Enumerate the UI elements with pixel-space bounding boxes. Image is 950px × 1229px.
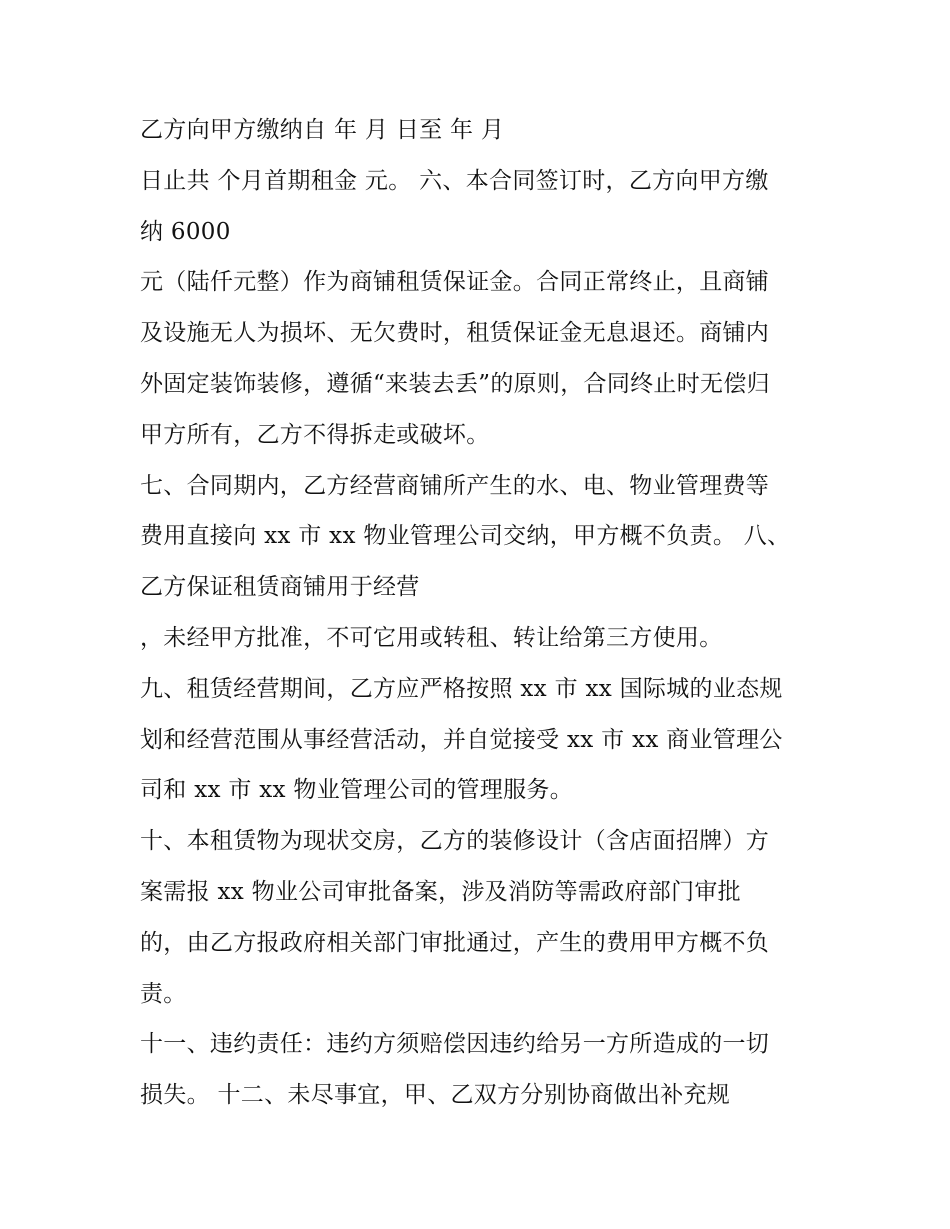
text-line: 责。 [140, 980, 187, 1007]
text-line: ，未经甲方批准，不可它用或转租、转让给第三方使用。 [140, 624, 723, 651]
text-line: 九、租赁经营期间，乙方应严格按照 xx 市 xx 国际城的业态规 [140, 675, 783, 702]
text-line: 十一、违约责任：违约方须赔偿因违约给另一方所造成的一切 [140, 1031, 770, 1058]
text-line: 的，由乙方报政府相关部门审批通过，产生的费用甲方概不负 [140, 929, 770, 956]
text-line: 乙方保证租赁商铺用于经营 [140, 574, 420, 601]
text-line: 案需报 xx 物业公司审批备案，涉及消防等需政府部门审批 [140, 878, 741, 905]
text-line: 七、合同期内，乙方经营商铺所产生的水、电、物业管理费等 [140, 472, 770, 499]
contract-text-body [140, 110, 820, 1126]
text-line: 乙方向甲方缴纳自 年 月 日至 年 月 [140, 117, 505, 143]
text-line: 费用直接向 xx 市 xx 物业管理公司交纳，甲方概不负责。 八、 [140, 523, 791, 550]
text-line: 甲方所有，乙方不得拆走或破坏。 [140, 421, 490, 448]
text-line: 划和经营范围从事经营活动，并自觉接受 xx 市 xx 商业管理公 [140, 726, 783, 753]
text-line: 司和 xx 市 xx 物业管理公司的管理服务。 [140, 777, 574, 804]
text-line: 日止共 个月首期租金 元。 六、本合同签订时，乙方向甲方缴 [140, 167, 769, 194]
text-line: 十、本租赁物为现状交房，乙方的装修设计（含店面招牌）方 [140, 828, 770, 855]
text-line: 纳 6000 [140, 218, 231, 245]
text-line: 损失。 十二、未尽事宜，甲、乙双方分别协商做出补充规 [140, 1082, 731, 1109]
text-line: 元（陆仟元整）作为商铺租赁保证金。合同正常终止，且商铺 [140, 269, 770, 296]
text-line: 外固定装饰装修，遵循“来装去丢”的原则，合同终止时无偿归 [140, 370, 770, 397]
text-line: 及设施无人为损坏、无欠费时，租赁保证金无息退还。商铺内 [140, 320, 770, 347]
